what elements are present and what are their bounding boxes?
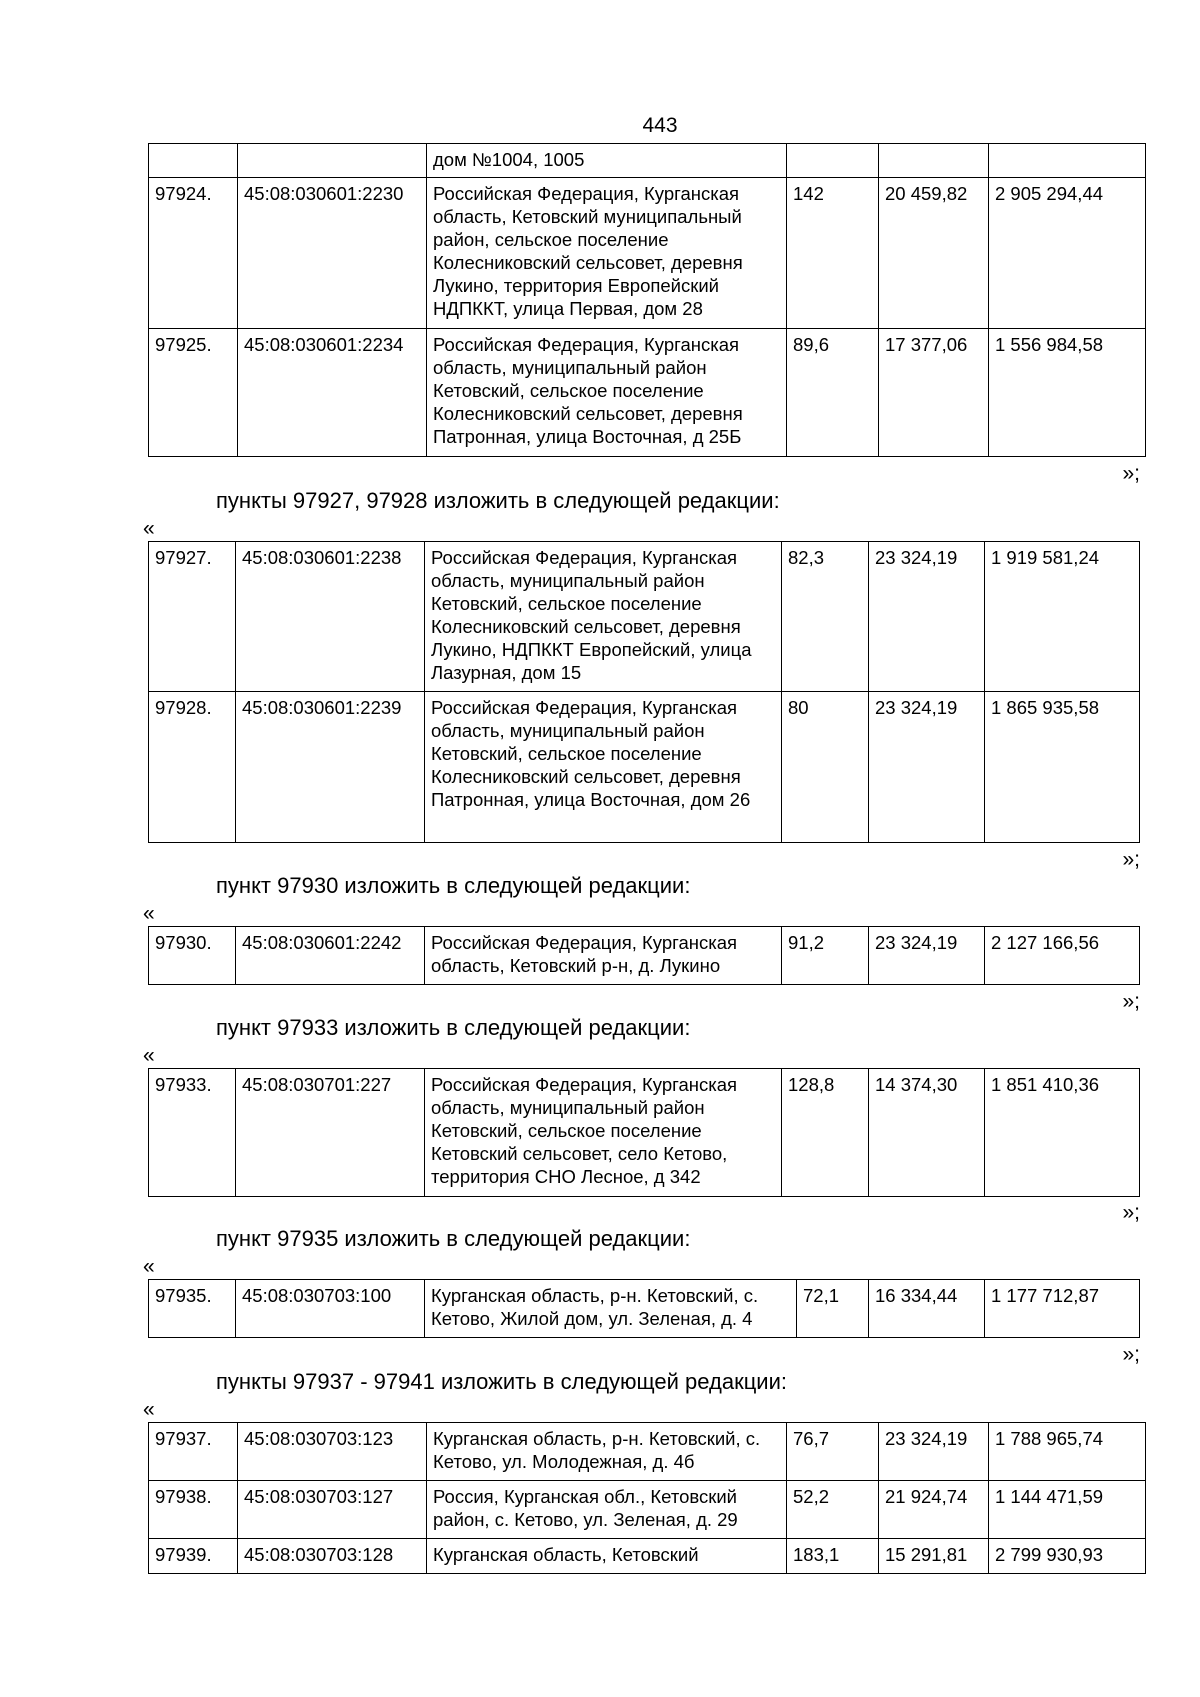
cadastral-value: 1 865 935,58: [985, 692, 1140, 843]
specific-value: 20 459,82: [879, 178, 989, 329]
address: Курганская область, р-н. Кетовский, с. Кетово, ул. Молодежная, д. 4б: [427, 1423, 787, 1481]
open-quote: «: [143, 1255, 155, 1278]
area: 89,6: [787, 329, 879, 457]
cadastral-value: 2 127 166,56: [985, 927, 1140, 985]
cadastral-number: 45:08:030703:123: [238, 1423, 427, 1481]
row-number: 97937.: [149, 1423, 238, 1481]
open-quote: «: [143, 1398, 155, 1421]
table-row: [149, 329, 1146, 457]
row-number: 97925.: [149, 329, 238, 457]
address: Российская Федерация, Курганская область, муниципальный район Кетовский, сельское поселение Кетовский сельсовет, село Кетово, территория СНО Лесное, д 342: [425, 1069, 782, 1197]
table-row: [149, 542, 1140, 692]
area: 91,2: [782, 927, 869, 985]
area: 72,1: [797, 1280, 869, 1338]
close-quote: »;: [1122, 848, 1140, 871]
cadastral-number: 45:08:030703:100: [236, 1280, 425, 1338]
area: [787, 144, 879, 178]
row-number: [149, 144, 238, 178]
specific-value: 23 324,19: [879, 1423, 989, 1481]
cadastral-value: 2 905 294,44: [989, 178, 1146, 329]
registry-table-5: [148, 1279, 1140, 1338]
specific-value: [879, 144, 989, 178]
address: Российская Федерация, Курганская область, Кетовский муниципальный район, сельское поселение Колесниковский сельсовет, деревня Лукино, территория Европейский НДПККТ, улица Первая, дом 28: [427, 178, 787, 329]
area: 80: [782, 692, 869, 843]
table-row: [149, 1423, 1146, 1481]
cadastral-value: 1 556 984,58: [989, 329, 1146, 457]
cadastral-number: 45:08:030601:2242: [236, 927, 425, 985]
row-number: 97927.: [149, 542, 236, 692]
amendment-instruction: пункт 97935 изложить в следующей редакции:: [216, 1226, 691, 1251]
specific-value: 17 377,06: [879, 329, 989, 457]
cadastral-value: [989, 144, 1146, 178]
cadastral-number: 45:08:030703:128: [238, 1539, 427, 1574]
open-quote: «: [143, 1044, 155, 1067]
cadastral-value: 2 799 930,93: [989, 1539, 1146, 1574]
address: Российская Федерация, Курганская область, Кетовский р-н, д. Лукино: [425, 927, 782, 985]
cadastral-number: 45:08:030601:2234: [238, 329, 427, 457]
address: Российская Федерация, Курганская область, муниципальный район Кетовский, сельское поселение Колесниковский сельсовет, деревня Патронная, улица Восточная, дом 26: [425, 692, 782, 843]
area: 76,7: [787, 1423, 879, 1481]
cadastral-number: 45:08:030601:2238: [236, 542, 425, 692]
address: Россия, Курганская обл., Кетовский район, с. Кетово, ул. Зеленая, д. 29: [427, 1481, 787, 1539]
cadastral-value: 1 851 410,36: [985, 1069, 1140, 1197]
specific-value: 23 324,19: [869, 542, 985, 692]
open-quote: «: [143, 902, 155, 925]
cadastral-value: 1 788 965,74: [989, 1423, 1146, 1481]
area: 142: [787, 178, 879, 329]
address: Курганская область, р-н. Кетовский, с. Кетово, Жилой дом, ул. Зеленая, д. 4: [425, 1280, 797, 1338]
specific-value: 23 324,19: [869, 692, 985, 843]
area: 128,8: [782, 1069, 869, 1197]
row-number: 97930.: [149, 927, 236, 985]
close-quote: »;: [1122, 1343, 1140, 1366]
cadastral-value: 1 919 581,24: [985, 542, 1140, 692]
cadastral-number: 45:08:030703:127: [238, 1481, 427, 1539]
row-number: 97928.: [149, 692, 236, 843]
address: Российская Федерация, Курганская область, муниципальный район Кетовский, сельское поселение Колесниковский сельсовет, деревня Патронная, улица Восточная, д 25Б: [427, 329, 787, 457]
row-number: 97924.: [149, 178, 238, 329]
close-quote: »;: [1122, 462, 1140, 485]
row-number: 97938.: [149, 1481, 238, 1539]
row-number: 97939.: [149, 1539, 238, 1574]
specific-value: 16 334,44: [869, 1280, 985, 1338]
registry-table-4: [148, 1068, 1140, 1197]
row-number: 97935.: [149, 1280, 236, 1338]
registry-table-2: [148, 541, 1140, 843]
registry-table-3: [148, 926, 1140, 985]
cadastral-number: 45:08:030601:2239: [236, 692, 425, 843]
amendment-instruction: пункт 97930 изложить в следующей редакции:: [216, 873, 691, 898]
address: Курганская область, Кетовский: [427, 1539, 787, 1574]
amendment-instruction: пункты 97927, 97928 изложить в следующей редакции:: [216, 488, 780, 513]
row-number: 97933.: [149, 1069, 236, 1197]
cadastral-number: 45:08:030701:227: [236, 1069, 425, 1197]
table-row: [149, 144, 1146, 178]
address: дом №1004, 1005: [427, 144, 787, 178]
area: 52,2: [787, 1481, 879, 1539]
close-quote: »;: [1122, 990, 1140, 1013]
table-row: [149, 692, 1140, 843]
specific-value: 21 924,74: [879, 1481, 989, 1539]
cadastral-number: 45:08:030601:2230: [238, 178, 427, 329]
table-row: [149, 1539, 1146, 1574]
table-row: [149, 178, 1146, 329]
address: Российская Федерация, Курганская область, муниципальный район Кетовский, сельское поселение Колесниковский сельсовет, деревня Лукино, НДПККТ Европейский, улица Лазурная, дом 15: [425, 542, 782, 692]
specific-value: 23 324,19: [869, 927, 985, 985]
table-row: [149, 1481, 1146, 1539]
page-number: 443: [642, 114, 678, 137]
table-row: [149, 1069, 1140, 1197]
open-quote: «: [143, 517, 155, 540]
amendment-instruction: пункт 97933 изложить в следующей редакции:: [216, 1015, 691, 1040]
registry-table-1: [148, 143, 1146, 457]
specific-value: 15 291,81: [879, 1539, 989, 1574]
area: 183,1: [787, 1539, 879, 1574]
table-row: [149, 927, 1140, 985]
amendment-instruction: пункты 97937 - 97941 изложить в следующей редакции:: [216, 1369, 788, 1394]
registry-table-6: [148, 1422, 1146, 1574]
cadastral-value: 1 177 712,87: [985, 1280, 1140, 1338]
cadastral-value: 1 144 471,59: [989, 1481, 1146, 1539]
specific-value: 14 374,30: [869, 1069, 985, 1197]
cadastral-number: [238, 144, 427, 178]
table-row: [149, 1280, 1140, 1338]
area: 82,3: [782, 542, 869, 692]
close-quote: »;: [1122, 1201, 1140, 1224]
